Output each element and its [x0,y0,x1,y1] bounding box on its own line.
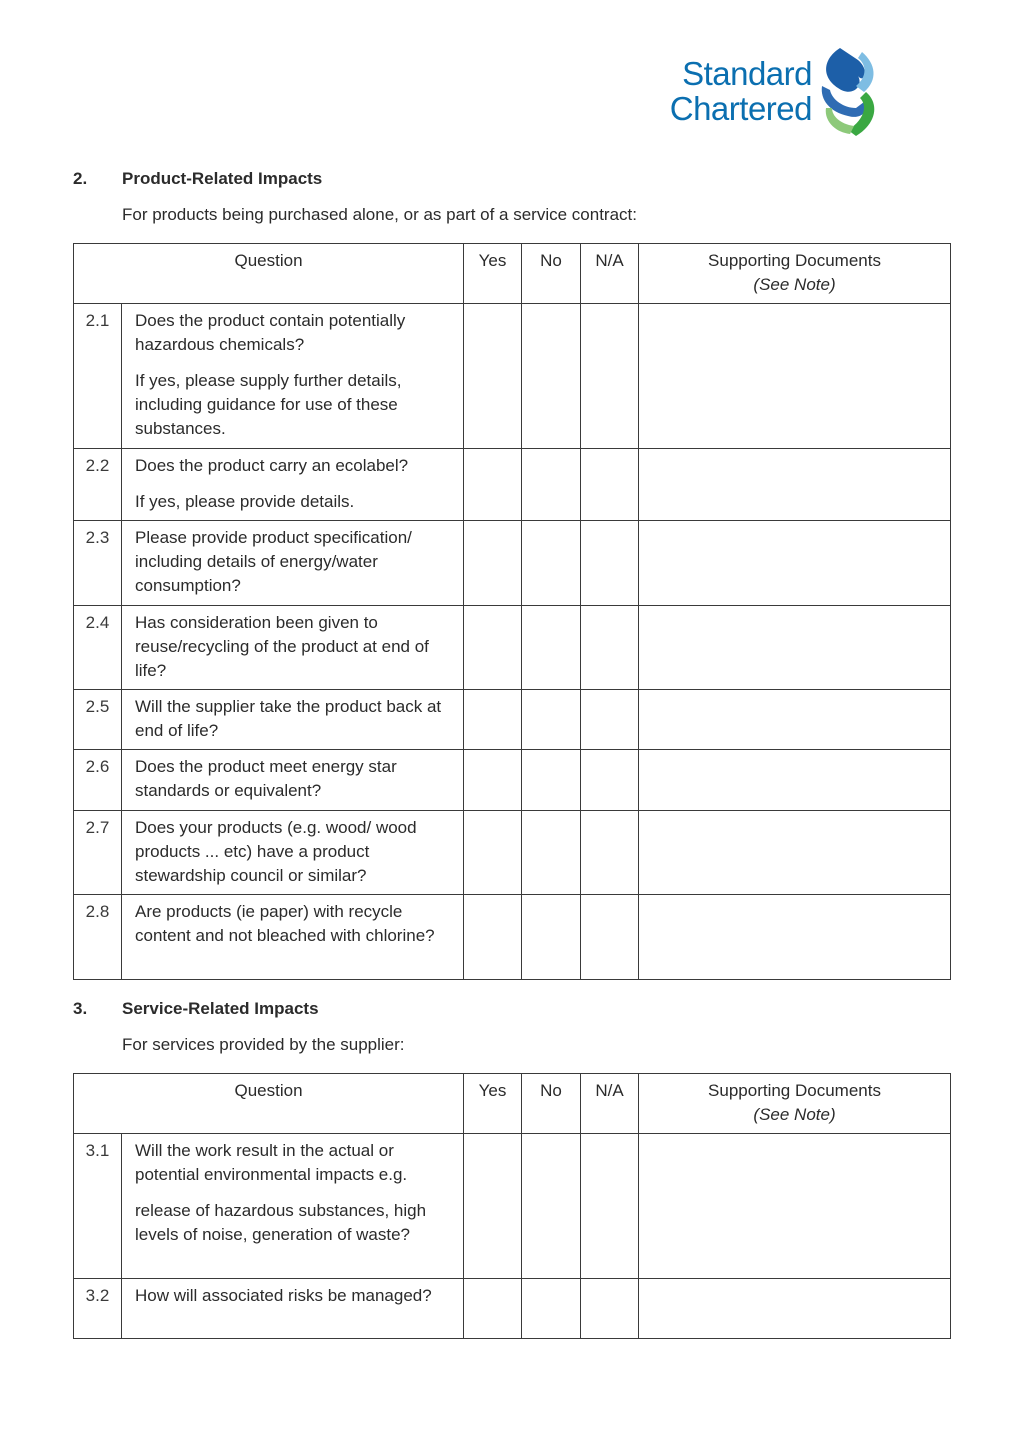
question-text: Does your products (e.g. wood/ wood products ... etc) have a product stewardship council or similar? [122,811,464,895]
na-cell[interactable] [581,750,639,811]
supporting-documents-cell[interactable] [639,811,951,895]
na-cell[interactable] [581,304,639,449]
yes-cell[interactable] [464,811,522,895]
na-cell[interactable] [581,1134,639,1279]
question-text: Does the product contain potentially hazardous chemicals? If yes, please supply further details, including guidance for use of these substances. [122,304,464,449]
na-cell[interactable] [581,521,639,606]
yes-cell[interactable] [464,690,522,750]
row-number: 2.8 [74,895,122,980]
no-cell[interactable] [522,895,581,980]
see-note: (See Note) [753,275,836,294]
supporting-documents-cell[interactable] [639,895,951,980]
table-row [74,1279,951,1339]
no-header: No [522,1074,581,1134]
section-3-intro: For services provided by the supplier: [122,1035,405,1054]
question-text: Has consideration been given to reuse/recycling of the product at end of life? [122,606,464,690]
supporting-documents-cell[interactable] [639,750,951,811]
question-text: How will associated risks be managed? [122,1279,464,1339]
table-header-row [74,1074,951,1134]
ribbon-logo-icon [818,46,880,138]
row-number: 3.2 [74,1279,122,1339]
table-row [74,811,951,895]
yes-cell[interactable] [464,750,522,811]
na-cell[interactable] [581,895,639,980]
supporting-documents-cell[interactable] [639,1279,951,1339]
question-text: Are products (ie paper) with recycle content and not bleached with chlorine? [122,895,464,980]
table-header-row [74,244,951,304]
row-number: 2.7 [74,811,122,895]
row-number: 2.2 [74,449,122,521]
table-row [74,895,951,980]
row-number: 2.1 [74,304,122,449]
supporting-documents-cell[interactable] [639,1134,951,1279]
row-number: 2.5 [74,690,122,750]
row-number: 2.6 [74,750,122,811]
table-row [74,750,951,811]
na-header: N/A [581,244,639,304]
na-header: N/A [581,1074,639,1134]
row-number: 2.4 [74,606,122,690]
no-cell[interactable] [522,521,581,606]
no-cell[interactable] [522,449,581,521]
supporting-documents-header: Supporting Documents (See Note) [639,244,951,304]
logo-wordmark: Standard Chartered [669,55,812,127]
supporting-documents-cell[interactable] [639,449,951,521]
yes-header: Yes [464,244,522,304]
supporting-documents-cell[interactable] [639,304,951,449]
row-number: 2.3 [74,521,122,606]
na-cell[interactable] [581,811,639,895]
question-text: Please provide product specification/ including details of energy/water consumption? [122,521,464,606]
no-cell[interactable] [522,304,581,449]
yes-cell[interactable] [464,304,522,449]
section-2-heading: 2. Product-Related Impacts [73,169,323,188]
question-text: Does the product carry an ecolabel? If yes, please provide details. [122,449,464,521]
table-row [74,690,951,750]
question-text: Does the product meet energy star standards or equivalent? [122,750,464,811]
na-cell[interactable] [581,606,639,690]
supporting-documents-cell[interactable] [639,606,951,690]
question-header: Question [74,1074,464,1134]
row-number: 3.1 [74,1134,122,1279]
yes-header: Yes [464,1074,522,1134]
na-cell[interactable] [581,690,639,750]
no-cell[interactable] [522,606,581,690]
na-cell[interactable] [581,449,639,521]
question-header: Question [74,244,464,304]
standard-chartered-logo [650,46,890,142]
supporting-documents-cell[interactable] [639,690,951,750]
product-impacts-table [73,243,951,980]
table-row [74,304,951,449]
yes-cell[interactable] [464,1279,522,1339]
table-row [74,606,951,690]
no-header: No [522,244,581,304]
na-cell[interactable] [581,1279,639,1339]
question-text: Will the work result in the actual or potential environmental impacts e.g. release of hazardous substances, high levels of noise, generation of waste? [122,1134,464,1279]
question-text: Will the supplier take the product back at end of life? [122,690,464,750]
yes-cell[interactable] [464,606,522,690]
no-cell[interactable] [522,811,581,895]
yes-cell[interactable] [464,895,522,980]
yes-cell[interactable] [464,449,522,521]
section-2-intro: For products being purchased alone, or as part of a service contract: [122,205,637,224]
no-cell[interactable] [522,1279,581,1339]
table-row [74,521,951,606]
see-note: (See Note) [753,1105,836,1124]
table-row [74,1134,951,1279]
service-impacts-table [73,1073,951,1339]
table-row [74,449,951,521]
yes-cell[interactable] [464,521,522,606]
section-3-heading: 3. Service-Related Impacts [73,999,319,1018]
no-cell[interactable] [522,690,581,750]
supporting-documents-header: Supporting Documents (See Note) [639,1074,951,1134]
supporting-documents-cell[interactable] [639,521,951,606]
no-cell[interactable] [522,750,581,811]
no-cell[interactable] [522,1134,581,1279]
yes-cell[interactable] [464,1134,522,1279]
